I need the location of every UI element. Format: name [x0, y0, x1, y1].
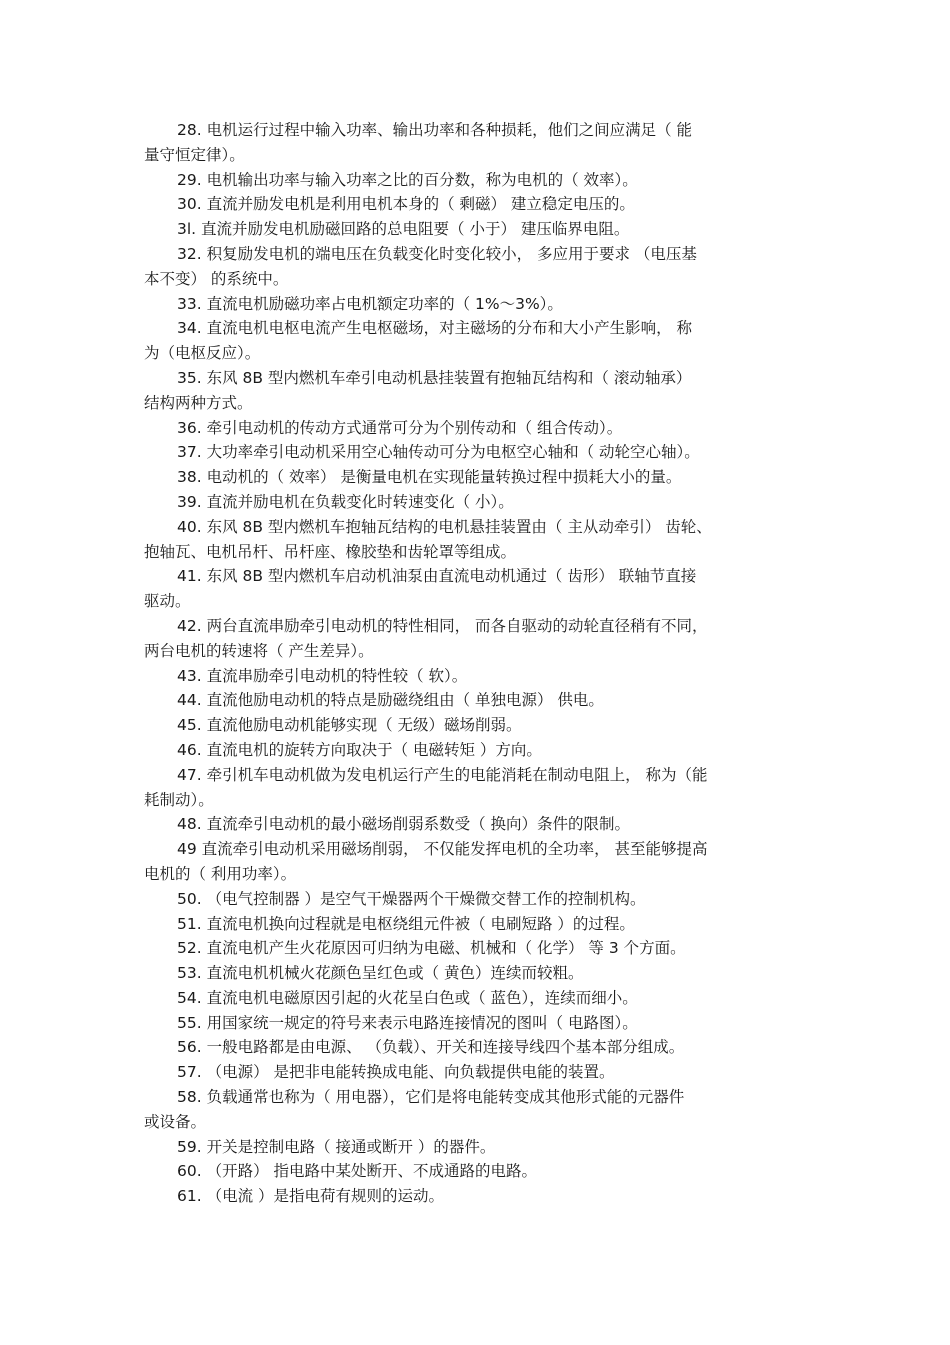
- question-line: 46. 直流电机的旋转方向取决于（ 电磁转矩 ）方向。: [177, 740, 542, 759]
- question-line: 30. 直流并励发电机是利用电机本身的（ 剩磁） 建立稳定电压的。: [177, 195, 635, 214]
- question-line: 44. 直流他励电动机的特点是励磁绕组由（ 单独电源） 供电。: [177, 691, 604, 710]
- question-line: 43. 直流串励牵引电动机的特性较（ 软）。: [177, 666, 468, 685]
- question-line: 35. 东风 8B 型内燃机车牵引电动机悬挂装置有抱轴瓦结构和（ 滚动轴承）: [177, 368, 692, 387]
- question-line: 37. 大功率牵引电动机采用空心轴传动可分为电枢空心轴和（ 动轮空心轴）。: [177, 443, 700, 462]
- question-line: 39. 直流并励电机在负载变化时转速变化（ 小）。: [177, 492, 514, 511]
- question-line-continued: 耗制动）。: [144, 790, 214, 809]
- question-line: 36. 牵引电动机的传动方式通常可分为个别传动和（ 组合传动）。: [177, 418, 623, 437]
- question-line-continued: 量守恒定律）。: [144, 145, 245, 164]
- question-line: 55. 用国家统一规定的符号来表示电路连接情况的图叫（ 电路图）。: [177, 1013, 638, 1032]
- question-line: 61. （电流 ）是指电荷有规则的运动。: [177, 1187, 445, 1206]
- question-line-continued: 驱动。: [144, 592, 191, 611]
- question-line-continued: 为（电枢反应）。: [144, 344, 261, 363]
- question-line-continued: 两台电机的转速将（ 产生差异）。: [144, 641, 374, 660]
- question-line: 32. 积复励发电机的端电压在负载变化时变化较小， 多应用于要求 （电压基: [177, 244, 697, 263]
- question-line: 51. 直流电机换向过程就是电枢绕组元件被（ 电刷短路 ）的过程。: [177, 914, 635, 933]
- question-line: 47. 牵引机车电动机做为发电机运行产生的电能消耗在制动电阻上， 称为（能: [177, 765, 708, 784]
- question-line: 28. 电机运行过程中输入功率、输出功率和各种损耗，他们之间应满足（ 能: [177, 121, 693, 139]
- question-line: 33. 直流电机励磁功率占电机额定功率的（ 1%～3%）。: [177, 294, 563, 313]
- question-line: 49 直流牵引电动机采用磁场削弱， 不仅能发挥电机的全功率， 甚至能够提高: [177, 840, 708, 859]
- question-line: 54. 直流电机电磁原因引起的火花呈白色或（ 蓝色），连续而细小。: [177, 988, 638, 1007]
- question-line: 38. 电动机的（ 效率） 是衡量电机在实现能量转换过程中损耗大小的量。: [177, 468, 682, 487]
- question-line: 57. （电源） 是把非电能转换成电能、向负载提供电能的装置。: [177, 1063, 615, 1082]
- question-line: 42. 两台直流串励牵引电动机的特性相同， 而各自驱动的动轮直径稍有不同，: [177, 616, 708, 635]
- question-line: 45. 直流他励电动机能够实现（ 无级）磁场削弱。: [177, 716, 522, 735]
- question-line: 3l. 直流并励发电机励磁回路的总电阻要（ 小于） 建压临界电阻。: [177, 220, 630, 239]
- question-line-continued: 电机的（ 利用功率）。: [144, 864, 297, 883]
- question-line: 50. （电气控制器 ）是空气干燥器两个干燥微交替工作的控制机构。: [177, 889, 646, 908]
- question-line: 58. 负载通常也称为（ 用电器），它们是将电能转变成其他形式能的元器件: [177, 1088, 685, 1107]
- question-line: 29. 电机输出功率与输入功率之比的百分数，称为电机的（ 效率）。: [177, 170, 638, 189]
- question-line-continued: 抱轴瓦、电机吊杆、吊杆座、橡胶垫和齿轮罩等组成。: [144, 542, 517, 561]
- question-line: 48. 直流牵引电动机的最小磁场削弱系数受（ 换向）条件的限制。: [177, 815, 631, 834]
- question-line-continued: 本不变） 的系统中。: [144, 269, 289, 288]
- question-line: 59. 开关是控制电路（ 接通或断开 ）的器件。: [177, 1137, 496, 1156]
- question-line: 40. 东风 8B 型内燃机车抱轴瓦结构的电机悬挂装置由（ 主从动牵引） 齿轮、: [177, 517, 712, 536]
- question-line: 60. （开路） 指电路中某处断开、不成通路的电路。: [177, 1162, 538, 1181]
- question-line: 56. 一般电路都是由电源、 （负载）、开关和连接导线四个基本部分组成。: [177, 1038, 685, 1057]
- question-line-continued: 或设备。: [144, 1112, 207, 1131]
- question-line: 41. 东风 8B 型内燃机车启动机油泵由直流电动机通过（ 齿形） 联轴节直接: [177, 567, 697, 586]
- question-line: 52. 直流电机产生火花原因可归纳为电磁、机械和（ 化学） 等 3 个方面。: [177, 939, 686, 958]
- question-line: 53. 直流电机机械火花颜色呈红色或（ 黄色）连续而较粗。: [177, 964, 584, 983]
- question-line-continued: 结构两种方式。: [144, 393, 253, 412]
- question-line: 34. 直流电机电枢电流产生电枢磁场，对主磁场的分布和大小产生影响， 称: [177, 319, 693, 338]
- question-list: [144, 118, 808, 1209]
